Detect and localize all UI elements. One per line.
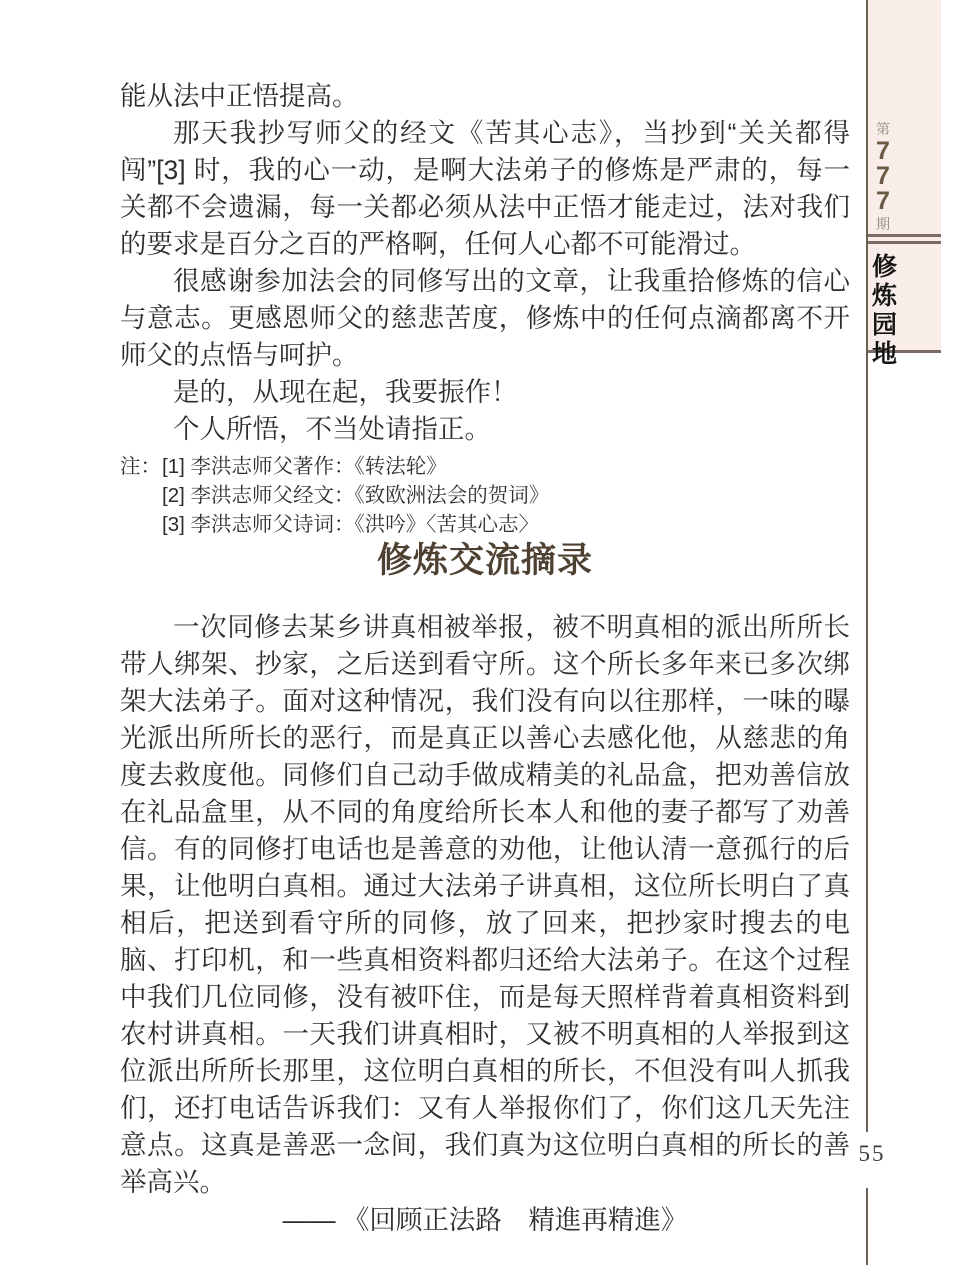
paragraph: 很感谢参加法会的同修写出的文章，让我重拾修炼的信心与意志。更感恩师父的慈悲苦度，修炼中的任何点滴都离不开师父的点悟与呵护。	[120, 266, 850, 370]
issue-prefix-label: 第	[876, 121, 890, 137]
footnote-row	[120, 510, 850, 539]
footnote-item: [3] 李洪志师父诗词：《洪吟》〈苦其心志〉	[162, 513, 539, 536]
vertical-rule-bottom	[866, 1188, 868, 1265]
issue-block	[872, 121, 894, 232]
footnote-row	[120, 452, 850, 481]
footnote-item: [2] 李洪志师父经文：《致欧洲法会的贺词》	[162, 484, 550, 507]
footnote-row	[120, 481, 850, 510]
vertical-rule-top	[866, 0, 868, 1132]
footnote-label-spacer	[120, 510, 162, 539]
paragraph: 能从法中正悟提高。	[120, 81, 359, 111]
attribution-line: —— 《回顾正法路 精進再精進》	[282, 1205, 688, 1235]
paragraph: 个人所悟，不当处请指正。	[173, 414, 491, 444]
footnotes	[120, 452, 850, 539]
footnote-label: 注：	[120, 455, 161, 478]
column-name: 修炼园地	[872, 254, 898, 368]
paragraph: 那天我抄写师父的经文《苦其心志》，当抄到“关关都得闯”[3] 时，我的心一动，是啊大法弟子的修炼是严肃的，每一关都不会遗漏，每一关都必须从法中正悟才能走过，法对我们的要求是百分之百的严格啊，任何人心都不可能滑过。	[120, 118, 850, 259]
paragraph: 是的，从现在起，我要振作！	[173, 377, 518, 407]
page-number: 55	[858, 1141, 886, 1166]
column-name-box	[866, 244, 941, 368]
article-column	[120, 78, 850, 1239]
issue-suffix-label: 期	[876, 216, 890, 232]
double-rule-divider	[866, 234, 941, 244]
issue-number: 777	[876, 137, 890, 215]
section-title: 修炼交流摘录	[376, 541, 593, 580]
footnote-label-spacer	[120, 481, 162, 510]
section-paragraph: 一次同修去某乡讲真相被举报，被不明真相的派出所所长带人绑架、抄家，之后送到看守所。这个所长多年来已多次绑架大法弟子。面对这种情况，我们没有向以往那样，一味的曝光派出所所长的恶行，而是真正以善心去感化他，从慈悲的角度去救度他。同修们自己动手做成精美的礼品盒，把劝善信放在礼品盒里，从不同的角度给所长本人和他的妻子都写了劝善信。有的同修打电话也是善意的劝他，让他认清一意孤行的后果，让他明白真相。通过大法弟子讲真相，这位所长明白了真相后，把送到看守所的同修，放了回来，把抄家时搜去的电脑、打印机，和一些真相资料都归还给大法弟子。在这个过程中我们几位同修，没有被吓住，而是每天照样背着真相资料到农村讲真相。一天我们讲真相时，又被不明真相的人举报到这位派出所所长那里，这位明白真相的所长，不但没有叫人抓我们，还打电话告诉我们：又有人举报你们了，你们这几天先注意点。这真是善恶一念间，我们真为这位明白真相的所长的善举高兴。	[120, 612, 850, 1197]
footnote-item: [1] 李洪志师父著作：《转法轮》	[162, 455, 447, 478]
